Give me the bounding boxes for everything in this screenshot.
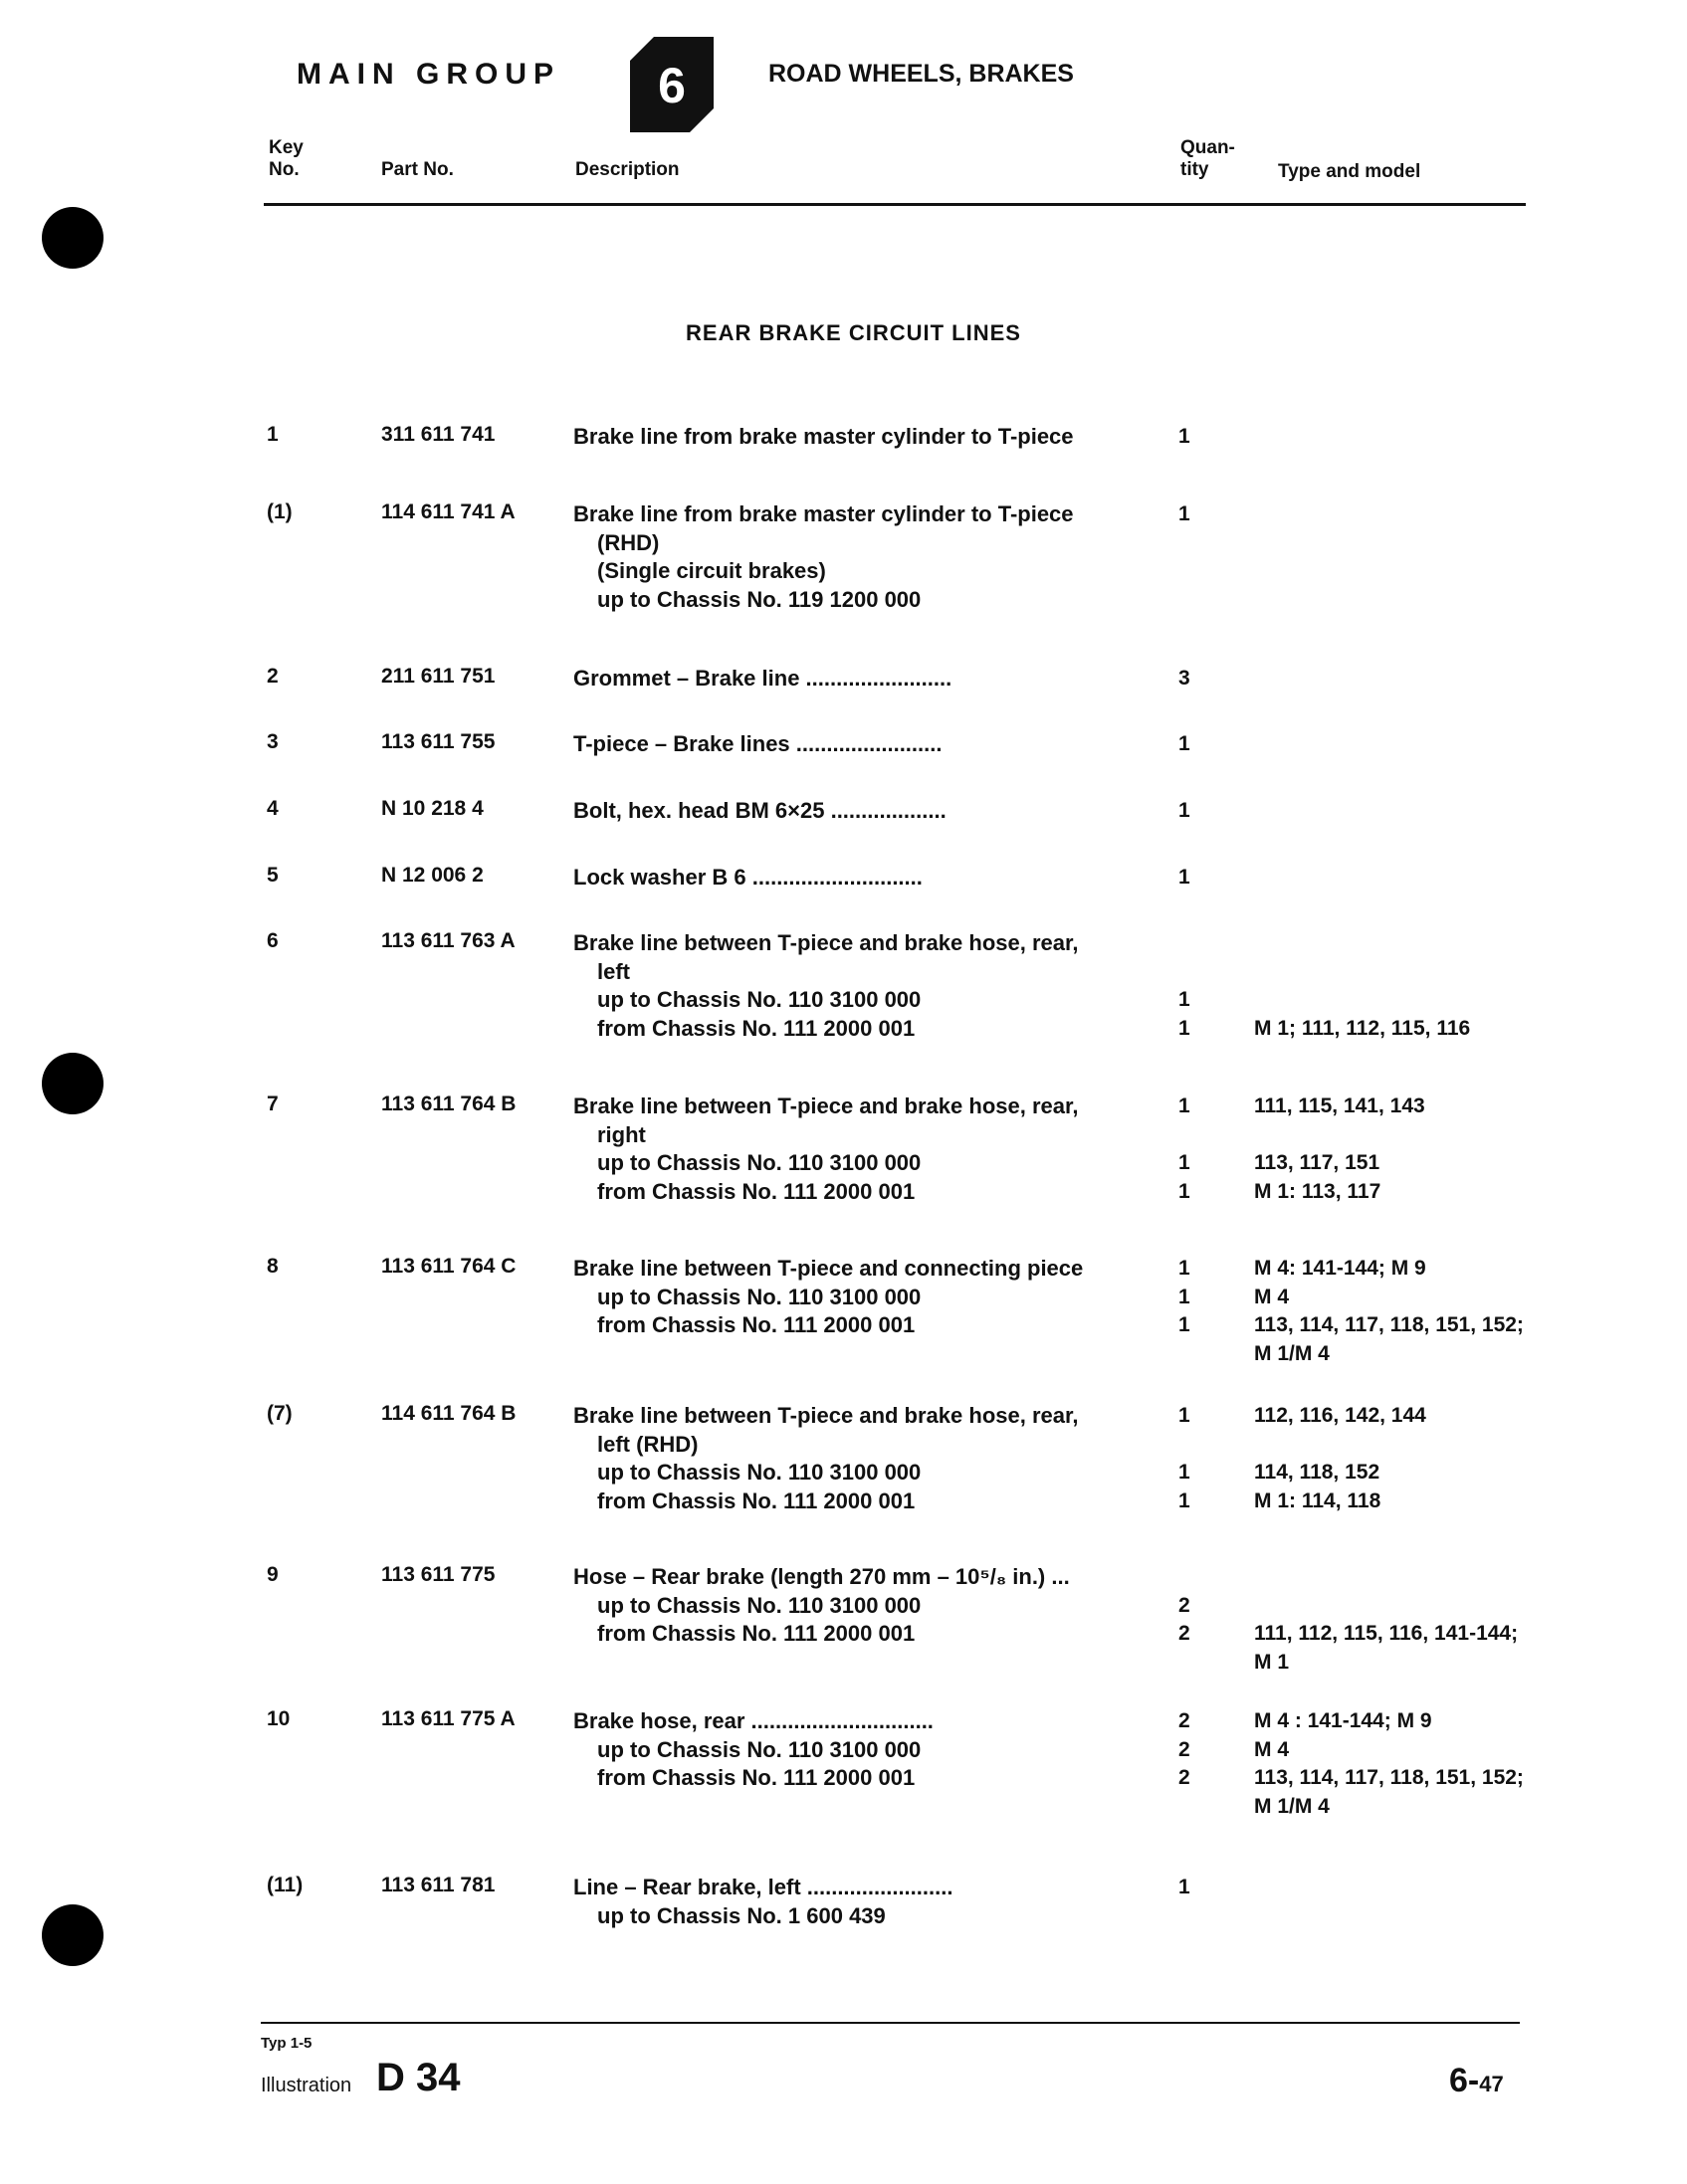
key-number: (1) bbox=[267, 500, 293, 523]
description-line: from Chassis No. 111 2000 001 bbox=[597, 1488, 916, 1513]
description bbox=[573, 665, 1141, 694]
description-line: from Chassis No. 111 2000 001 bbox=[597, 1621, 916, 1646]
description-line: left (RHD) bbox=[597, 1431, 699, 1457]
key-number: 5 bbox=[267, 864, 279, 887]
quantity bbox=[1178, 1874, 1198, 1902]
description bbox=[573, 1402, 1141, 1515]
quantity-line: 1 bbox=[1178, 1461, 1190, 1484]
quantity-line: 2 bbox=[1178, 1737, 1190, 1761]
quantity-line: 1 bbox=[1178, 1094, 1190, 1117]
type-and-model bbox=[1254, 1563, 1553, 1677]
type-line: 111, 115, 141, 143 bbox=[1254, 1094, 1425, 1117]
quantity-line: 1 bbox=[1178, 1179, 1190, 1203]
column-part-header: Part No. bbox=[381, 159, 454, 180]
type-line: M 1/M 4 bbox=[1254, 1794, 1330, 1818]
key-number: 8 bbox=[267, 1255, 279, 1278]
quantity bbox=[1178, 730, 1198, 759]
type-line: M 1: 114, 118 bbox=[1254, 1489, 1381, 1512]
quantity-line: 1 bbox=[1178, 1876, 1190, 1898]
part-number: 113 611 763 A bbox=[381, 929, 516, 952]
type-line bbox=[1254, 986, 1553, 1015]
part-number: 211 611 751 bbox=[381, 665, 496, 688]
quantity-line: 2 bbox=[1178, 1593, 1190, 1617]
description bbox=[573, 500, 1141, 614]
description-line: up to Chassis No. 110 3100 000 bbox=[597, 1592, 922, 1618]
quantity-line bbox=[1178, 1563, 1198, 1592]
description-line: from Chassis No. 111 2000 001 bbox=[597, 1312, 916, 1337]
type-line: M 1/M 4 bbox=[1254, 1341, 1330, 1365]
quantity-line bbox=[1178, 929, 1198, 958]
type-line: M 1 bbox=[1254, 1650, 1290, 1674]
part-number: 113 611 764 C bbox=[381, 1255, 517, 1278]
part-number: 113 611 775 A bbox=[381, 1707, 516, 1730]
quantity-line: 1 bbox=[1178, 988, 1190, 1011]
description-line: Hose – Rear brake (length 270 mm – 10⁵/₈ in.) ... bbox=[573, 1564, 1070, 1589]
part-number: 311 611 741 bbox=[381, 423, 496, 446]
quantity bbox=[1178, 1402, 1198, 1515]
quantity bbox=[1178, 1563, 1198, 1649]
quantity-line: 1 bbox=[1178, 502, 1190, 525]
header-rule bbox=[264, 203, 1526, 206]
section-title: REAR BRAKE CIRCUIT LINES bbox=[686, 320, 1021, 345]
quantity-line: 2 bbox=[1178, 1766, 1190, 1789]
description-line: Line – Rear brake, left ........................ bbox=[573, 1875, 953, 1899]
description-line: up to Chassis No. 110 3100 000 bbox=[597, 1150, 922, 1175]
description-line: up to Chassis No. 110 3100 000 bbox=[597, 987, 922, 1012]
description bbox=[573, 929, 1141, 1043]
description-line: right bbox=[597, 1121, 646, 1147]
quantity-line: 1 bbox=[1178, 1313, 1190, 1336]
description bbox=[573, 864, 1141, 893]
type-and-model bbox=[1254, 1255, 1553, 1368]
quantity-line: 1 bbox=[1178, 1489, 1190, 1512]
description-line: Brake hose, rear .............................. bbox=[573, 1708, 934, 1733]
quantity bbox=[1178, 864, 1198, 893]
type-line bbox=[1254, 1431, 1553, 1460]
description-line: (Single circuit brakes) bbox=[597, 558, 826, 583]
quantity bbox=[1178, 929, 1198, 1043]
description-line: T-piece – Brake lines ........................ bbox=[573, 731, 943, 756]
description-line: (RHD) bbox=[597, 529, 660, 555]
quantity bbox=[1178, 1255, 1198, 1340]
part-number: 113 611 781 bbox=[381, 1874, 496, 1896]
quantity-line bbox=[1178, 1121, 1198, 1150]
group-title: ROAD WHEELS, BRAKES bbox=[768, 60, 1074, 88]
description-line: Bolt, hex. head BM 6×25 ................... bbox=[573, 798, 947, 823]
illustration-label: Illustration bbox=[261, 2075, 352, 2096]
type-line: 112, 116, 142, 144 bbox=[1254, 1404, 1426, 1427]
type-and-model bbox=[1254, 1402, 1553, 1515]
description-line: Grommet – Brake line ........................ bbox=[573, 666, 952, 691]
part-number: 113 611 775 bbox=[381, 1563, 496, 1586]
description-line: up to Chassis No. 110 3100 000 bbox=[597, 1736, 922, 1762]
quantity-line: 1 bbox=[1178, 425, 1190, 448]
binder-hole-middle bbox=[42, 1053, 104, 1114]
type-line: M 4 : 141-144; M 9 bbox=[1254, 1709, 1432, 1732]
key-number: 9 bbox=[267, 1563, 279, 1586]
quantity-line: 1 bbox=[1178, 1016, 1190, 1040]
quantity bbox=[1178, 423, 1198, 452]
binder-hole-bottom bbox=[42, 1904, 104, 1966]
type-line bbox=[1254, 1592, 1553, 1621]
description-line: Brake line from brake master cylinder to T-piece bbox=[573, 501, 1074, 526]
quantity-line: 1 bbox=[1178, 732, 1190, 755]
type-line: M 4 bbox=[1254, 1737, 1290, 1761]
description-line: Brake line between T-piece and brake hose, rear, bbox=[573, 1403, 1079, 1428]
main-group-label: MAIN GROUP bbox=[297, 58, 560, 91]
column-type-header: Type and model bbox=[1278, 161, 1421, 182]
group-number: 6 bbox=[658, 58, 686, 113]
description-line: Lock washer B 6 ............................ bbox=[573, 865, 923, 890]
type-line bbox=[1254, 1563, 1553, 1592]
quantity bbox=[1178, 797, 1198, 826]
quantity-line: 1 bbox=[1178, 1404, 1190, 1427]
key-number: 3 bbox=[267, 730, 279, 753]
type-line: 114, 118, 152 bbox=[1254, 1461, 1380, 1484]
description-line: Brake line between T-piece and connecting piece bbox=[573, 1256, 1084, 1281]
description bbox=[573, 730, 1141, 759]
description bbox=[573, 1092, 1141, 1206]
description bbox=[573, 423, 1141, 452]
description-line: up to Chassis No. 119 1200 000 bbox=[597, 586, 922, 612]
description-line: up to Chassis No. 110 3100 000 bbox=[597, 1284, 922, 1309]
type-and-model bbox=[1254, 1707, 1553, 1821]
key-number: (7) bbox=[267, 1402, 293, 1425]
quantity-line: 2 bbox=[1178, 1709, 1190, 1732]
part-number: N 10 218 4 bbox=[381, 797, 484, 820]
description-line: left bbox=[597, 958, 630, 984]
key-number: 7 bbox=[267, 1092, 279, 1115]
description-line: from Chassis No. 111 2000 001 bbox=[597, 1178, 916, 1204]
quantity-line bbox=[1178, 1431, 1198, 1460]
description-line: up to Chassis No. 110 3100 000 bbox=[597, 1460, 922, 1485]
quantity bbox=[1178, 665, 1198, 694]
binder-hole-top bbox=[42, 207, 104, 269]
part-number: N 12 006 2 bbox=[381, 864, 484, 887]
quantity bbox=[1178, 1707, 1198, 1793]
type-line: M 1: 113, 117 bbox=[1254, 1179, 1381, 1203]
quantity bbox=[1178, 1092, 1198, 1206]
column-description-header: Description bbox=[575, 159, 680, 180]
quantity bbox=[1178, 500, 1198, 529]
part-number: 114 611 764 B bbox=[381, 1402, 517, 1425]
quantity-line: 1 bbox=[1178, 866, 1190, 889]
type-line bbox=[1254, 929, 1553, 958]
description-line: from Chassis No. 111 2000 001 bbox=[597, 1015, 916, 1041]
key-number: 4 bbox=[267, 797, 279, 820]
key-number: (11) bbox=[267, 1874, 304, 1896]
type-line: M 4: 141-144; M 9 bbox=[1254, 1257, 1426, 1280]
part-number: 113 611 764 B bbox=[381, 1092, 517, 1115]
description bbox=[573, 1874, 1141, 1930]
description-line: from Chassis No. 111 2000 001 bbox=[597, 1765, 916, 1790]
key-number: 6 bbox=[267, 929, 279, 952]
type-line: 113, 117, 151 bbox=[1254, 1151, 1380, 1174]
type-and-model bbox=[1254, 1092, 1553, 1206]
description bbox=[573, 1707, 1141, 1793]
part-number: 114 611 741 A bbox=[381, 500, 516, 523]
type-line: 113, 114, 117, 118, 151, 152; bbox=[1254, 1766, 1524, 1789]
footer-rule bbox=[261, 2022, 1520, 2024]
description bbox=[573, 1255, 1141, 1340]
page-number: 6-47 bbox=[1449, 2062, 1504, 2099]
description-line: up to Chassis No. 1 600 439 bbox=[597, 1902, 886, 1928]
description-line: Brake line from brake master cylinder to T-piece bbox=[573, 424, 1074, 449]
description bbox=[573, 797, 1141, 826]
description-line: Brake line between T-piece and brake hose, rear, bbox=[573, 930, 1079, 955]
type-line: 111, 112, 115, 116, 141-144; bbox=[1254, 1622, 1519, 1645]
column-quantity-header: Quan- tity bbox=[1180, 137, 1235, 180]
type-line bbox=[1254, 1121, 1553, 1150]
column-key-header: Key No. bbox=[269, 137, 304, 180]
type-and-model bbox=[1254, 929, 1553, 1043]
page-header bbox=[0, 40, 1687, 119]
group-number-badge bbox=[630, 37, 714, 132]
illustration-code: D 34 bbox=[376, 2056, 461, 2099]
quantity-line: 1 bbox=[1178, 1151, 1190, 1174]
part-number: 113 611 755 bbox=[381, 730, 496, 753]
description bbox=[573, 1563, 1141, 1649]
key-number: 2 bbox=[267, 665, 279, 688]
type-line bbox=[1254, 958, 1553, 987]
quantity-line: 1 bbox=[1178, 1285, 1190, 1308]
quantity-line: 1 bbox=[1178, 799, 1190, 822]
quantity-line: 3 bbox=[1178, 667, 1190, 690]
quantity-line bbox=[1178, 958, 1198, 987]
description-line: Brake line between T-piece and brake hose, rear, bbox=[573, 1093, 1079, 1118]
type-note: Typ 1-5 bbox=[261, 2035, 313, 2052]
key-number: 1 bbox=[267, 423, 279, 446]
type-line: 113, 114, 117, 118, 151, 152; bbox=[1254, 1313, 1524, 1336]
quantity-line: 2 bbox=[1178, 1622, 1190, 1645]
quantity-line: 1 bbox=[1178, 1257, 1190, 1280]
type-line: M 4 bbox=[1254, 1285, 1290, 1308]
key-number: 10 bbox=[267, 1707, 291, 1730]
type-line: M 1; 111, 112, 115, 116 bbox=[1254, 1016, 1471, 1040]
